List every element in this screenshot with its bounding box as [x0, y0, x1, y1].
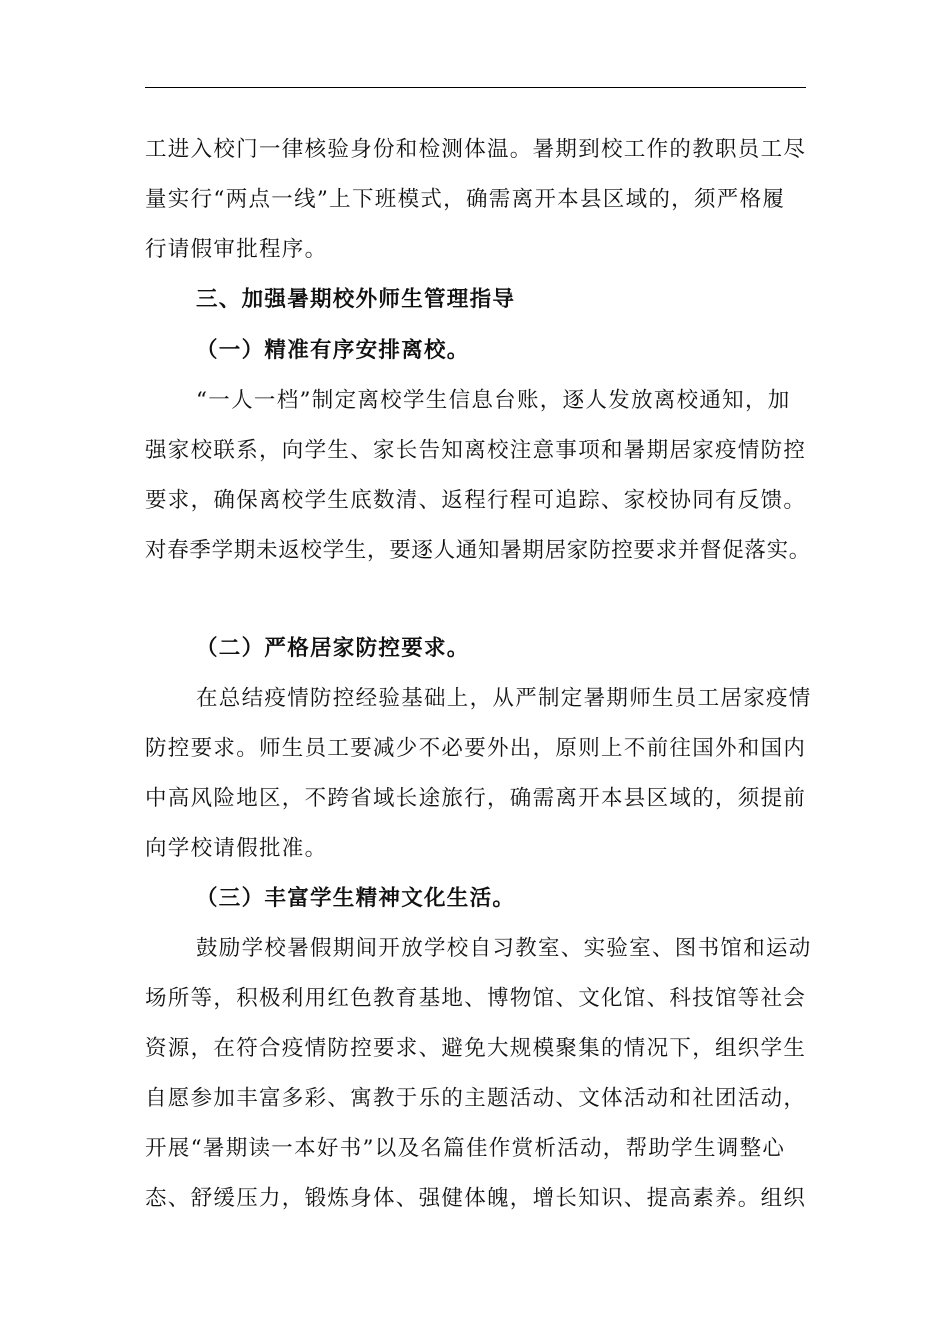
section-heading: 三、加强暑期校外师生管理指导	[196, 287, 516, 312]
header-rule	[145, 87, 806, 88]
body-line: 行请假审批程序。	[145, 237, 328, 262]
subsection-heading: （三）丰富学生精神文化生活。	[196, 886, 516, 911]
subsection-heading: （二）严格居家防控要求。	[196, 636, 470, 661]
body-line: 要求，确保离校学生底数清、返程行程可追踪、家校协同有反馈。	[145, 488, 807, 513]
body-line: 在总结疫情防控经验基础上，从严制定暑期师生员工居家疫情	[196, 686, 812, 711]
body-line: 态、舒缓压力，锻炼身体、强健体魄，增长知识、提高素养。组织	[145, 1186, 807, 1211]
body-line: 防控要求。师生员工要减少不必要外出，原则上不前往国外和国内	[145, 736, 807, 761]
body-line: 对春季学期未返校学生，要逐人通知暑期居家防控要求并督促落实。	[145, 538, 812, 563]
body-line: 中高风险地区，不跨省域长途旅行，确需离开本县区域的，须提前	[145, 786, 807, 811]
body-line: 向学校请假批准。	[145, 836, 328, 861]
body-line: 强家校联系，向学生、家长告知离校注意事项和暑期居家疫情防控	[145, 438, 807, 463]
body-line: 自愿参加丰富多彩、寓教于乐的主题活动、文体活动和社团活动，	[145, 1086, 807, 1111]
body-line: 场所等，积极利用红色教育基地、博物馆、文化馆、科技馆等社会	[145, 986, 807, 1011]
body-line: 工进入校门一律核验身份和检测体温。暑期到校工作的教职员工尽	[145, 137, 807, 162]
body-line: 量实行“两点一线”上下班模式，确需离开本县区域的，须严格履	[145, 187, 786, 212]
body-line: 资源，在符合疫情防控要求、避免大规模聚集的情况下，组织学生	[145, 1036, 807, 1061]
body-line: “一人一档”制定离校学生信息台账，逐人发放离校通知，加	[196, 388, 791, 413]
subsection-heading: （一）精准有序安排离校。	[196, 338, 470, 363]
body-line: 开展“暑期读一本好书”以及名篇佳作赏析活动，帮助学生调整心	[145, 1136, 786, 1161]
body-line: 鼓励学校暑假期间开放学校自习教室、实验室、图书馆和运动	[196, 936, 812, 961]
